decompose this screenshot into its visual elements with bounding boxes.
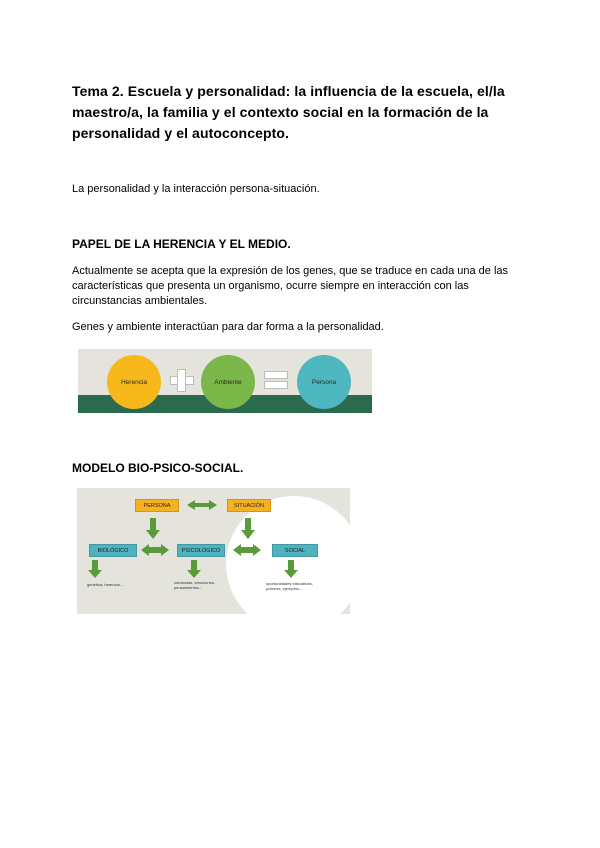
ambiente-circle [201,355,255,409]
plus-icon-vertical [177,369,186,392]
equals-icon [264,371,288,379]
down-arrow-icon [187,560,201,578]
paragraph-line: circunstancias ambientales. [72,295,208,307]
figure-bio-psico-social [77,488,350,614]
herencia-circle [107,355,161,409]
biologico-box-label: BIOLÓGICO [97,547,129,554]
paragraph-interaction: Genes y ambiente interactúan para dar forma a la personalidad. [72,321,384,333]
title-line: maestro/a, la familia y el contexto social en la formación de la [72,104,489,120]
figure-herencia-ambiente [78,349,372,413]
social-box [272,544,318,557]
down-arrow-icon [284,560,298,578]
page-title [72,81,532,144]
social-box-label: SOCIAL [284,547,306,554]
ambiente-label: Ambiente [214,378,242,386]
social-note-line: pobreza, ejemplos... [266,586,303,591]
section-heading-herencia: PAPEL DE LA HERENCIA Y EL MEDIO. [72,237,291,251]
psicologico-box-label: PSICOLÓGICO [181,547,221,554]
situacion-box-label: SITUACIÓN [234,502,264,509]
bio-note: genética, herencia... [87,582,124,587]
social-note-line: oportunidades educativas, [266,581,313,586]
double-arrow-icon [141,544,169,556]
section-heading-modelo: MODELO BIO-PSICO-SOCIAL. [72,461,244,475]
persona-label: Persona [311,378,337,386]
double-arrow-icon [233,544,261,556]
herencia-label: Herencia [120,378,147,386]
paragraph-line: Actualmente se acepta que la expresión de los genes, que se traduce en cada una de las [72,265,509,277]
biologico-box [89,544,137,557]
psico-note [174,580,215,590]
equals-icon-lower [264,381,288,389]
psicologico-box [177,544,225,557]
persona-box [135,499,179,512]
paragraph-genes [72,264,532,309]
psico-note-line: pensamientos... [174,585,203,590]
title-line: Tema 2. Escuela y personalidad: la influencia de la escuela, el/la [72,83,505,99]
social-note [266,581,313,591]
double-arrow-icon [187,500,217,510]
persona-circle [297,355,351,409]
persona-box-label: PERSONA [143,502,171,509]
title-line: personalidad y el autoconcepto. [72,125,290,141]
paragraph-line: características que presenta un organismo, ocurre siempre en interacción con las [72,280,469,292]
subtitle: La personalidad y la interacción persona-situación. [72,183,320,195]
situacion-box [227,499,271,512]
down-arrow-icon [146,518,160,539]
psico-note-line: conductas, emociones, [174,580,215,585]
down-arrow-icon [88,560,102,578]
down-arrow-icon [241,518,255,539]
